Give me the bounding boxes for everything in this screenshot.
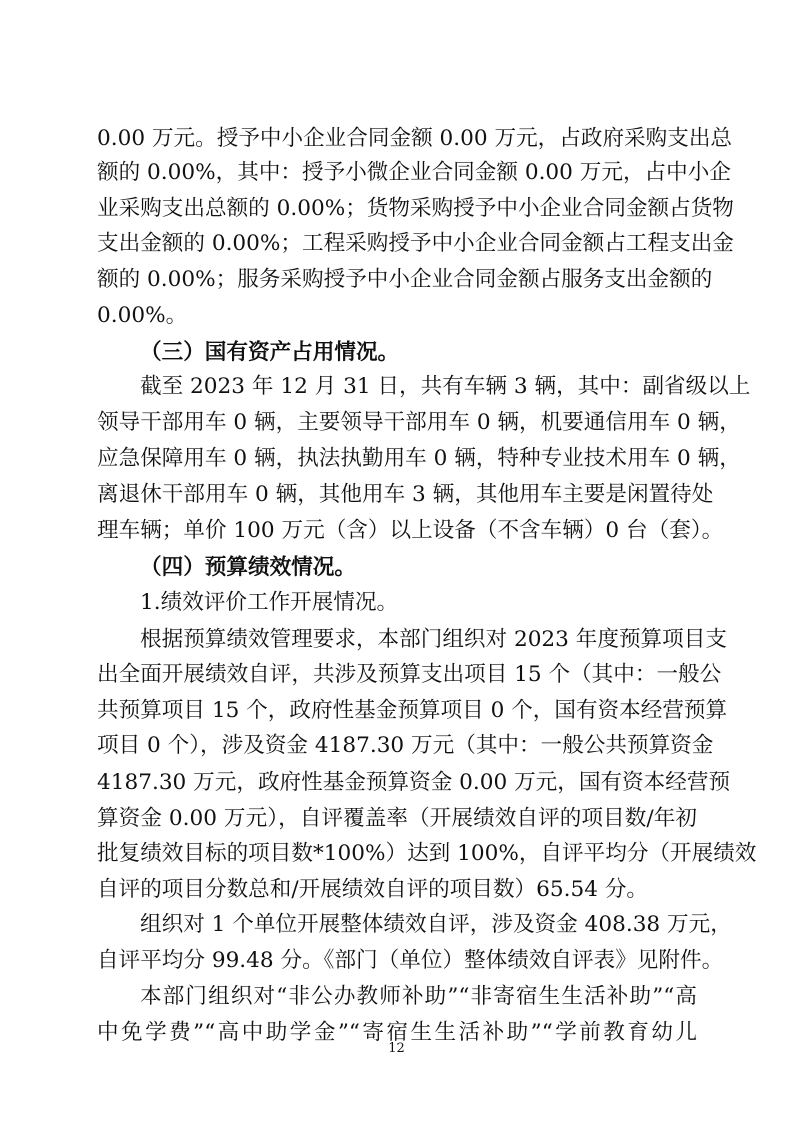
text-line: 离退休干部用车 0 辆，其他用车 3 辆，其他用车主要是闲置待处	[97, 482, 714, 507]
text-line: 应急保障用车 0 辆，执法执勤用车 0 辆，特种专业技术用车 0 辆，	[97, 446, 741, 471]
text-line: 本部门组织对“非公办教师补助”“非寄宿生生活补助”“高	[140, 984, 697, 1009]
text-line: 0.00%。	[97, 303, 188, 328]
text-line: 根据预算绩效管理要求，本部门组织对 2023 年度预算项目支	[140, 627, 727, 652]
text-line: 自评的项目分数总和/开展绩效自评的项目数）65.54 分。	[97, 877, 649, 902]
text-line: 批复绩效目标的项目数*100%）达到 100%，自评平均分（开展绩效	[97, 841, 757, 866]
text-line: 组织对 1 个单位开展整体绩效自评，涉及资金 408.38 万元，	[140, 912, 732, 937]
text-line: 出全面开展绩效自评，共涉及预算支出项目 15 个（其中：一般公	[97, 662, 722, 687]
text-line: 额的 0.00%，其中：授予小微企业合同金额 0.00 万元，占中小企	[97, 160, 731, 185]
text-line: 项目 0 个），涉及资金 4187.30 万元（其中：一般公共预算资金	[97, 733, 714, 758]
text-line: 共预算项目 15 个，政府性基金预算项目 0 个，国有资本经营预算	[97, 698, 728, 723]
text-line: 中免学费”“高中助学金”“寄宿生生活补助”“学前教育幼儿	[97, 1020, 697, 1045]
page-number: 12	[388, 1041, 405, 1056]
text-line: 业采购支出总额的 0.00%；货物采购授予中小企业合同金额占货物	[97, 196, 734, 221]
section-heading: （四）预算绩效情况。	[140, 555, 356, 580]
subsection-heading: 1.绩效评价工作开展情况。	[140, 590, 399, 615]
text-line: 自评平均分 99.48 分。《部门（单位）整体绩效自评表》见附件。	[97, 948, 724, 973]
text-line: 支出金额的 0.00%；工程采购授予中小企业合同金额占工程支出金	[97, 231, 734, 256]
text-line: 额的 0.00%；服务采购授予中小企业合同金额占服务支出金额的	[97, 267, 713, 292]
text-line: 0.00 万元。授予中小企业合同金额 0.00 万元，占政府采购支出总	[97, 126, 733, 151]
text-line: 4187.30 万元，政府性基金预算资金 0.00 万元，国有资本经营预	[97, 770, 731, 795]
text-line: 算资金 0.00 万元），自评覆盖率（开展绩效自评的项目数/年初	[97, 806, 697, 831]
text-line: 理车辆；单价 100 万元（含）以上设备（不含车辆）0 台（套）。	[97, 518, 724, 543]
text-line: 领导干部用车 0 辆，主要领导干部用车 0 辆，机要通信用车 0 辆，	[97, 410, 741, 435]
section-heading: （三）国有资产占用情况。	[140, 340, 400, 365]
text-line: 截至 2023 年 12 月 31 日，共有车辆 3 辆，其中：副省级以上	[140, 374, 751, 399]
